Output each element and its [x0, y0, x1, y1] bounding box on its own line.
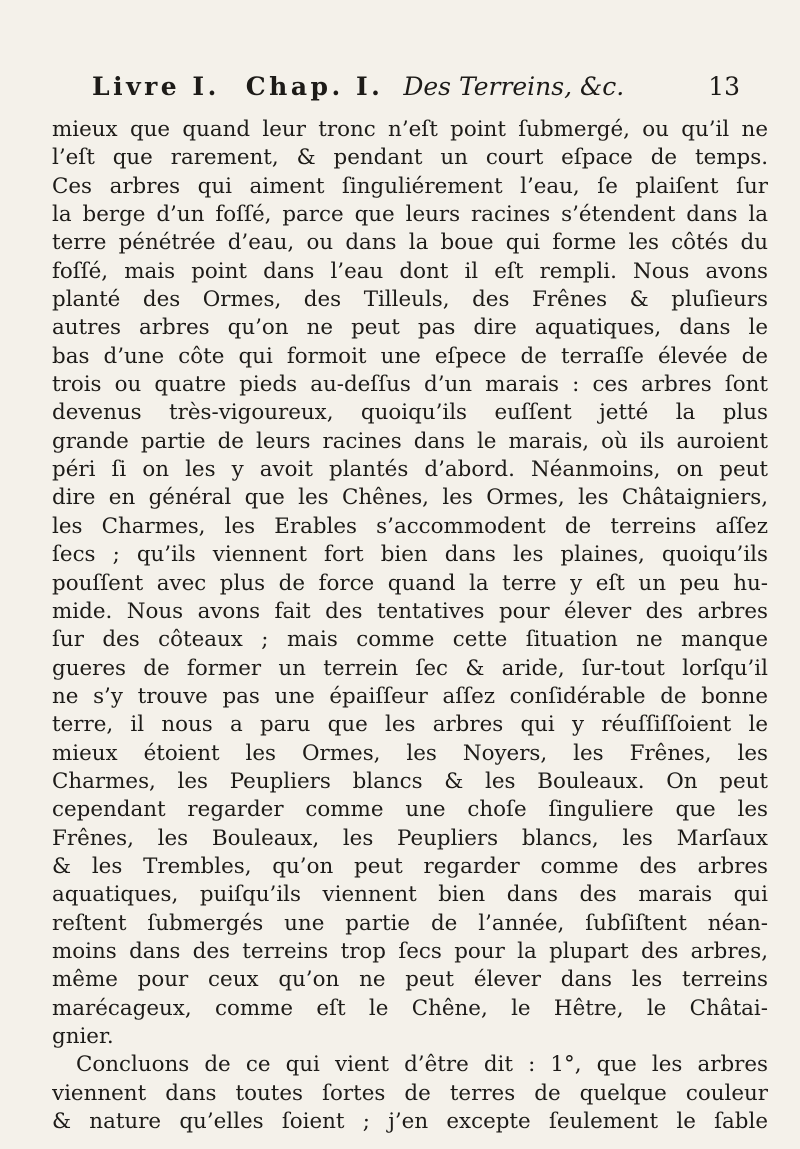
text-line: Concluons de ce qui vient d’être dit : 1°, que les arbres: [76, 1052, 768, 1078]
text-line: les Charmes, les Erables s’accommodent de terreins aſſez: [52, 513, 768, 539]
text-line: dire en général que les Chênes, les Ormes, les Châtaigniers,: [52, 485, 768, 511]
text-line: mieux que quand leur tronc n’eſt point ſubmergé, ou qu’il ne: [52, 117, 768, 142]
body-text: [52, 116, 768, 1136]
running-head: [52, 72, 768, 116]
running-head-book: Livre I.: [92, 72, 220, 101]
text-line: planté des Ormes, des Tilleuls, des Frênes & pluſieurs: [52, 287, 768, 313]
text-line: trois ou quatre pieds au-deſſus d’un marais : ces arbres ſont: [52, 372, 768, 398]
text-line: cependant regarder comme une choſe ſinguliere que les: [52, 797, 768, 823]
text-line: Ces arbres qui aiment ſinguliérement l’eau, ſe plaiſent ſur: [52, 173, 768, 199]
text-line: foſſé, mais point dans l’eau dont il eſt rempli. Nous avons: [52, 258, 768, 284]
running-head-chapter: Chap. I.: [245, 72, 384, 101]
page-number: 13: [708, 72, 740, 101]
text-line: terre, il nous a paru que les arbres qui y réuſſiſſoient le: [52, 712, 768, 738]
text-line: grande partie de leurs racines dans le marais, où ils auroient: [52, 428, 768, 454]
text-line: même pour ceux qu’on ne peut élever dans les terreins: [52, 967, 768, 993]
text-line: terre pénétrée d’eau, ou dans la boue qui forme les côtés du: [52, 230, 768, 256]
text-line: reſtent ſubmergés une partie de l’année, ſubſiſtent néan-: [52, 910, 768, 936]
text-line: péri ſi on les y avoit plantés d’abord. Néanmoins, on peut: [52, 457, 768, 483]
text-line: ſecs ; qu’ils viennent fort bien dans les plaines, quoiqu’ils: [52, 542, 768, 568]
text-line: Charmes, les Peupliers blancs & les Bouleaux. On peut: [52, 768, 768, 794]
text-line: l’eſt que rarement, & pendant un court eſpace de temps.: [52, 145, 768, 171]
text-line: & les Trembles, qu’on peut regarder comme des arbres: [52, 853, 768, 879]
text-line: autres arbres qu’on ne peut pas dire aquatiques, dans le: [52, 315, 768, 341]
text-line: bas d’une côte qui formoit une eſpece de terraſſe élevée de: [52, 343, 768, 369]
text-line: & nature qu’elles ſoient ; j’en excepte ſeulement le ſable: [52, 1109, 768, 1135]
text-line: Frênes, les Bouleaux, les Peupliers blancs, les Marſaux: [52, 825, 768, 851]
text-line: la berge d’un foſſé, parce que leurs racines s’étendent dans la: [52, 202, 768, 228]
text-line: gnier.: [52, 1024, 114, 1049]
text-line: pouſſent avec plus de force quand la terre y eſt un peu hu-: [52, 570, 768, 596]
text-line: viennent dans toutes ſortes de terres de quelque couleur: [52, 1080, 768, 1106]
text-line: ſur des côteaux ; mais comme cette ſituation ne manque: [52, 627, 768, 653]
text-line: ne s’y trouve pas une épaiſſeur aſſez conſidérable de bonne: [52, 683, 768, 709]
text-line: mieux étoient les Ormes, les Noyers, les Frênes, les: [52, 740, 768, 766]
text-line: mide. Nous avons fait des tentatives pour élever des arbres: [52, 598, 768, 624]
text-line: moins dans des terreins trop ſecs pour la plupart des arbres,: [52, 938, 768, 964]
text-line: aquatiques, puiſqu’ils viennent bien dans des marais qui: [52, 882, 768, 908]
text-line: devenus très-vigoureux, quoiqu’ils euſſent jetté la plus: [52, 400, 768, 426]
running-head-title: Des Terreins, &c.: [403, 72, 625, 101]
text-line: marécageux, comme eſt le Chêne, le Hêtre, le Châtai-: [52, 995, 768, 1021]
text-line: gueres de former un terrein ſec & aride, ſur-tout lorſqu’il: [52, 655, 768, 681]
